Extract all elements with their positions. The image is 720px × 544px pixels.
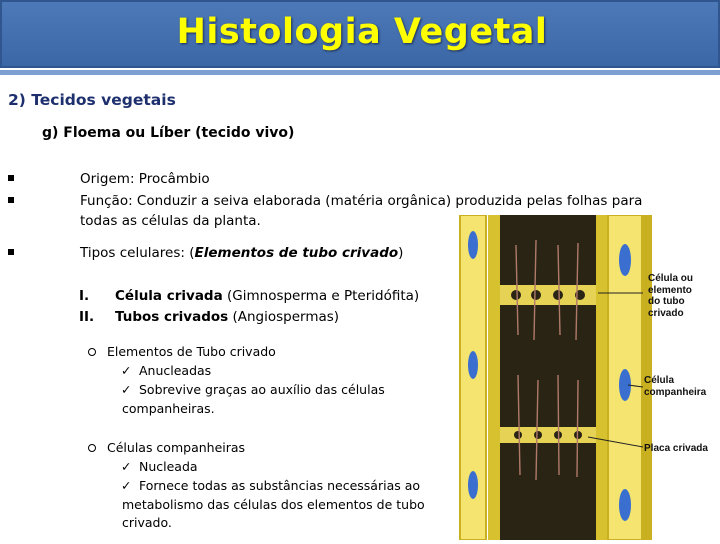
nucleus-icon <box>619 489 631 521</box>
phloem-diagram <box>438 215 720 540</box>
check-text: metabolismo das células dos elementos de tubo <box>122 497 425 512</box>
bullet-text: Função: Conduzir a seiva elaborada (matéria orgânica) produzida pelas folhas para <box>80 193 643 209</box>
subsection-heading: g) Floema ou Líber (tecido vivo) <box>42 125 295 141</box>
slide-title: Histologia Vegetal <box>176 12 548 52</box>
nucleus-icon <box>468 351 478 379</box>
checkmark-icon: ✓ <box>121 382 132 397</box>
label-sieve-cell <box>648 273 693 319</box>
check-text: Fornece todas as substâncias necessárias ao <box>139 478 421 493</box>
nucleus-icon <box>619 244 631 276</box>
roman-item-rest: (Angiospermas) <box>228 309 340 325</box>
section-heading: 2) Tecidos vegetais <box>8 91 176 109</box>
bullet-text-emphasis: Elementos de tubo crivado <box>194 245 399 261</box>
bullet-text: Origem: Procâmbio <box>80 171 210 187</box>
label-sieve-plate: Placa crivada <box>644 443 708 454</box>
square-bullet-icon <box>8 175 14 181</box>
circle-bullet-icon <box>88 348 96 356</box>
roman-numeral: II. <box>79 309 95 325</box>
checkmark-icon: ✓ <box>121 363 132 378</box>
title-divider <box>0 70 720 75</box>
label-line: Célula ou <box>648 273 694 284</box>
checkmark-icon: ✓ <box>121 459 132 474</box>
square-bullet-icon <box>8 197 14 203</box>
check-text: Nucleada <box>139 459 198 474</box>
square-bullet-icon <box>8 249 14 255</box>
sieve-plate-upper <box>500 285 596 305</box>
bullet-text-continued: todas as células da planta. <box>80 213 261 229</box>
check-text: Sobrevive graças ao auxílio das células <box>139 382 385 397</box>
label-line: crivado <box>648 307 684 319</box>
nucleus-icon <box>468 471 478 499</box>
check-text: crivado. <box>122 515 172 530</box>
checkmark-icon: ✓ <box>121 478 132 493</box>
label-line: elemento <box>648 284 692 296</box>
roman-item-bold: Tubos crivados <box>115 309 229 325</box>
label-line: Célula <box>644 375 675 386</box>
bullet-text <box>80 244 403 262</box>
sub-item-title: Células companheiras <box>107 440 246 455</box>
sub-item-title: Elementos de Tubo crivado <box>107 344 276 359</box>
roman-item-text <box>115 287 419 305</box>
nucleus-icon <box>468 231 478 259</box>
sieve-plate-lower <box>500 427 596 443</box>
circle-bullet-icon <box>88 444 96 452</box>
bullet-text-prefix: Tipos celulares: ( <box>80 245 195 261</box>
roman-item-rest: (Gimnosperma e Pteridófita) <box>222 288 420 304</box>
bullet-text-suffix: ) <box>398 245 404 261</box>
check-text: companheiras. <box>122 401 215 416</box>
sieve-tube-lumen <box>500 215 596 540</box>
label-line: companheira <box>644 386 707 398</box>
title-banner <box>0 0 720 68</box>
check-text: Anucleadas <box>139 363 212 378</box>
label-line: do tubo <box>648 296 685 307</box>
roman-item-text <box>115 308 339 326</box>
roman-item-bold: Célula crivada <box>115 288 223 304</box>
label-companion-cell <box>644 375 706 398</box>
roman-numeral: I. <box>79 288 90 304</box>
